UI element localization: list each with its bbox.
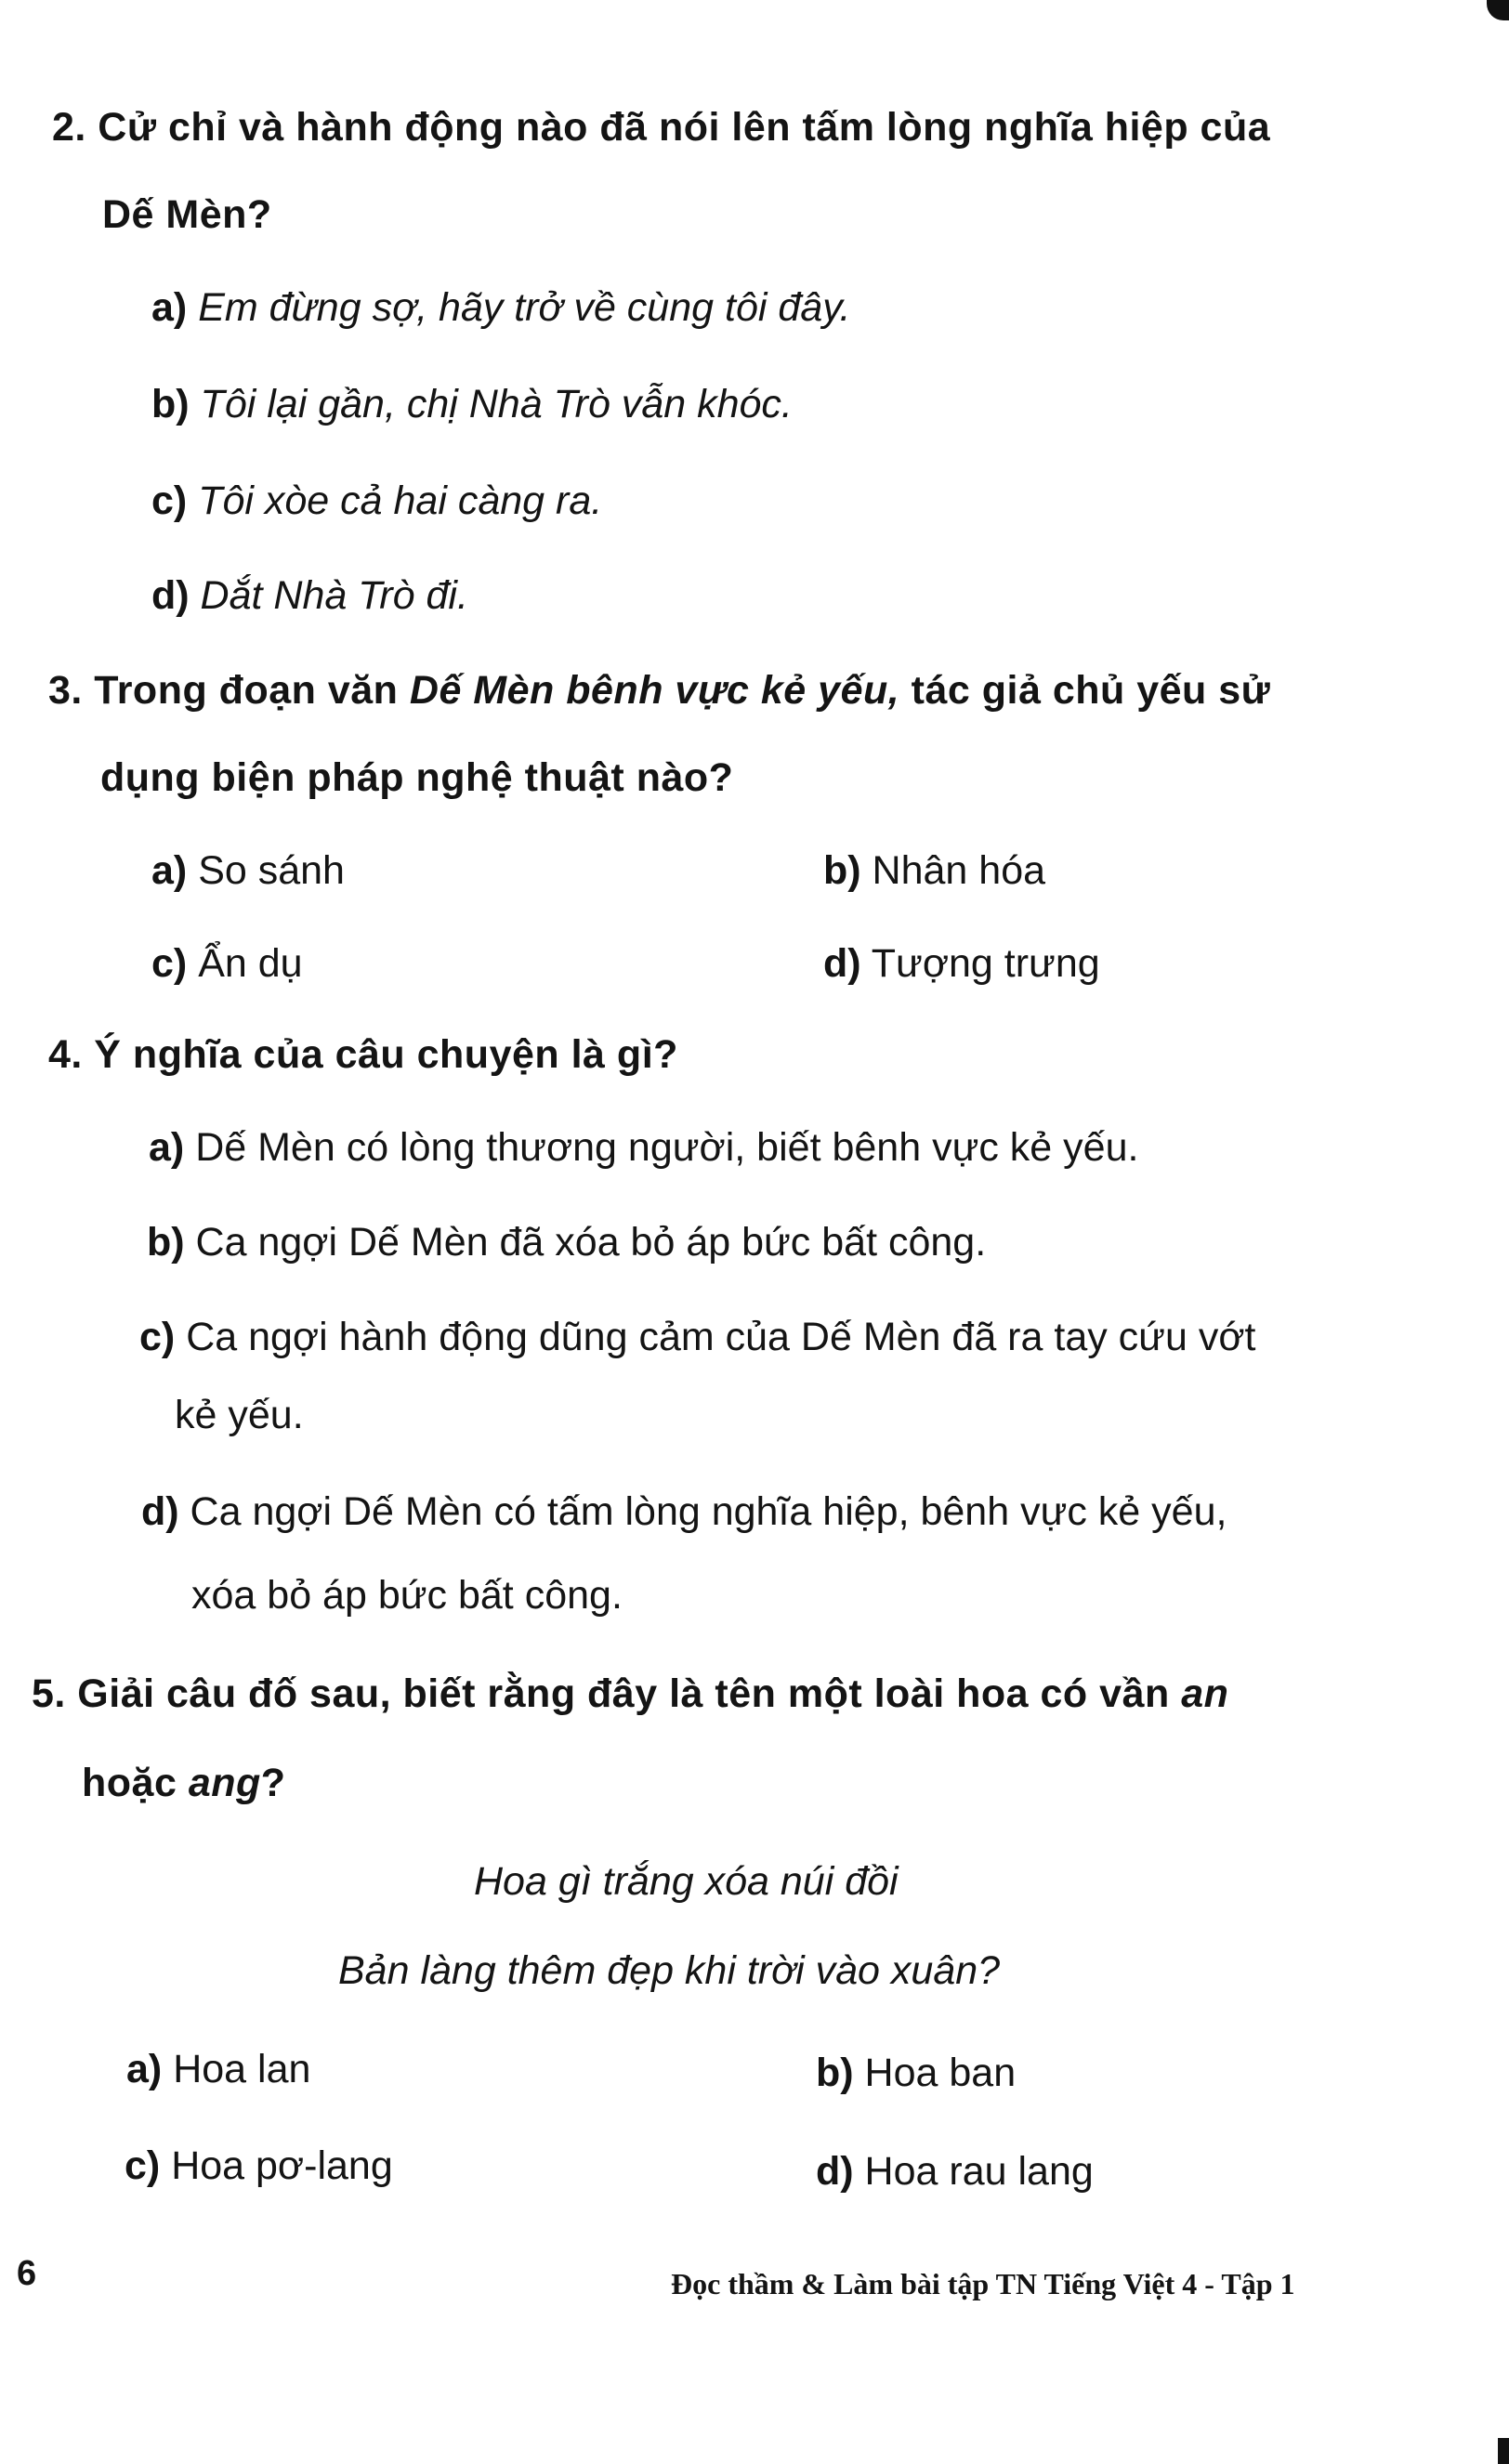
q5-option-a [126,2047,311,2091]
q4-option-d [141,1489,1227,1534]
question-3-suffix: tác giả chủ yếu sử [899,668,1271,713]
q3-option-b-text: Nhân hóa [872,848,1046,893]
q2-option-d-label: d) [151,573,190,618]
q3-option-d [823,941,1100,986]
q5-option-a-text: Hoa lan [173,2047,311,2091]
q4-option-d-text: Ca ngợi Dế Mèn có tấm lòng nghĩa hiệp, bênh vực kẻ yếu, [190,1489,1227,1534]
question-2-line-1: 2. Cử chỉ và hành động nào đã nói lên tấm lòng nghĩa hiệp của [52,105,1271,150]
question-2-line-2: Dế Mèn? [102,192,272,237]
q4-option-a [149,1125,1139,1170]
q3-option-c-text: Ẩn dụ [198,941,303,986]
q4-option-c-label: c) [139,1315,176,1359]
q3-option-a-text: So sánh [198,848,345,893]
page-number: 6 [17,2254,37,2293]
q5-option-b-label: b) [816,2051,854,2095]
q5-option-d-label: d) [816,2149,854,2194]
q2-option-d-text: Dắt Nhà Trò đi. [200,573,468,618]
q2-option-a-text: Em đừng sợ, hãy trở về cùng tôi đây. [198,285,851,330]
q4-option-c-continued: kẻ yếu. [175,1393,304,1437]
riddle-line-1: Hoa gì trắng xóa núi đồi [474,1859,899,1904]
q5-option-b [816,2053,1016,2093]
q4-option-c [139,1317,1255,1357]
q3-option-d-label: d) [823,941,861,986]
q4-option-d-continued: xóa bỏ áp bức bất công. [191,1573,623,1618]
question-5-line-2 [82,1763,286,1803]
q4-option-d-label: d) [141,1489,179,1534]
question-5-text: 5. Giải câu đố sau, biết rằng đây là tên một loài hoa có vần [32,1671,1182,1716]
q4-option-b [147,1220,987,1265]
question-3-story-title: Dế Mèn bênh vực kẻ yếu, [409,668,900,713]
q5-option-a-label: a) [126,2047,163,2091]
q3-option-b [823,848,1046,893]
q2-option-b-label: b) [151,382,190,426]
book-title: Đọc thầm & Làm bài tập TN Tiếng Việt 4 - Tập 1 [671,2267,1295,2300]
question-5-or: hoặc [82,1761,189,1805]
q5-option-c-text: Hoa pơ-lang [171,2143,393,2188]
scan-edge-mark-top [1487,0,1509,20]
q5-option-d [816,2149,1094,2194]
question-4-line-1: 4. Ý nghĩa của câu chuyện là gì? [48,1032,678,1077]
q3-option-b-label: b) [823,848,861,893]
question-3-prefix: 3. Trong đoạn văn [48,668,410,713]
question-5-line-1 [32,1671,1229,1716]
q5-option-b-text: Hoa ban [864,2051,1017,2095]
q3-option-c [151,941,303,986]
q4-option-a-label: a) [149,1125,185,1170]
question-5-qmark: ? [260,1761,286,1805]
q2-option-c-text: Tôi xòe cả hai càng ra. [198,478,603,523]
question-3-line-2: dụng biện pháp nghệ thuật nào? [100,755,734,800]
question-5-rhyme-ang: ang [188,1761,261,1805]
q4-option-b-text: Ca ngợi Dế Mèn đã xóa bỏ áp bức bất công. [195,1220,987,1265]
riddle-line-2: Bản làng thêm đẹp khi trời vào xuân? [338,1948,1001,1993]
q2-option-b-text: Tôi lại gần, chị Nhà Trò vẫn khóc. [200,382,793,426]
q4-option-a-text: Dế Mèn có lòng thương người, biết bênh vực kẻ yếu. [195,1125,1139,1170]
q5-option-c [125,2143,393,2188]
question-3-line-1 [48,668,1271,713]
q5-option-d-text: Hoa rau lang [864,2149,1094,2194]
q3-option-c-label: c) [151,941,188,986]
q2-option-c [151,478,603,523]
q4-option-c-text: Ca ngợi hành động dũng cảm của Dế Mèn đã ra tay cứu vớt [186,1315,1256,1359]
q3-option-d-text: Tượng trưng [871,941,1100,986]
q2-option-b [151,382,793,426]
q2-option-c-label: c) [151,478,188,523]
q3-option-a [151,848,345,893]
q2-option-a-label: a) [151,285,188,330]
question-5-rhyme-an: an [1181,1671,1229,1716]
q5-option-c-label: c) [125,2143,161,2188]
q3-option-a-label: a) [151,848,188,893]
q4-option-b-label: b) [147,1220,185,1265]
q2-option-d [151,573,468,618]
scan-edge-mark-bottom [1498,2438,1509,2464]
q2-option-a [151,285,851,330]
